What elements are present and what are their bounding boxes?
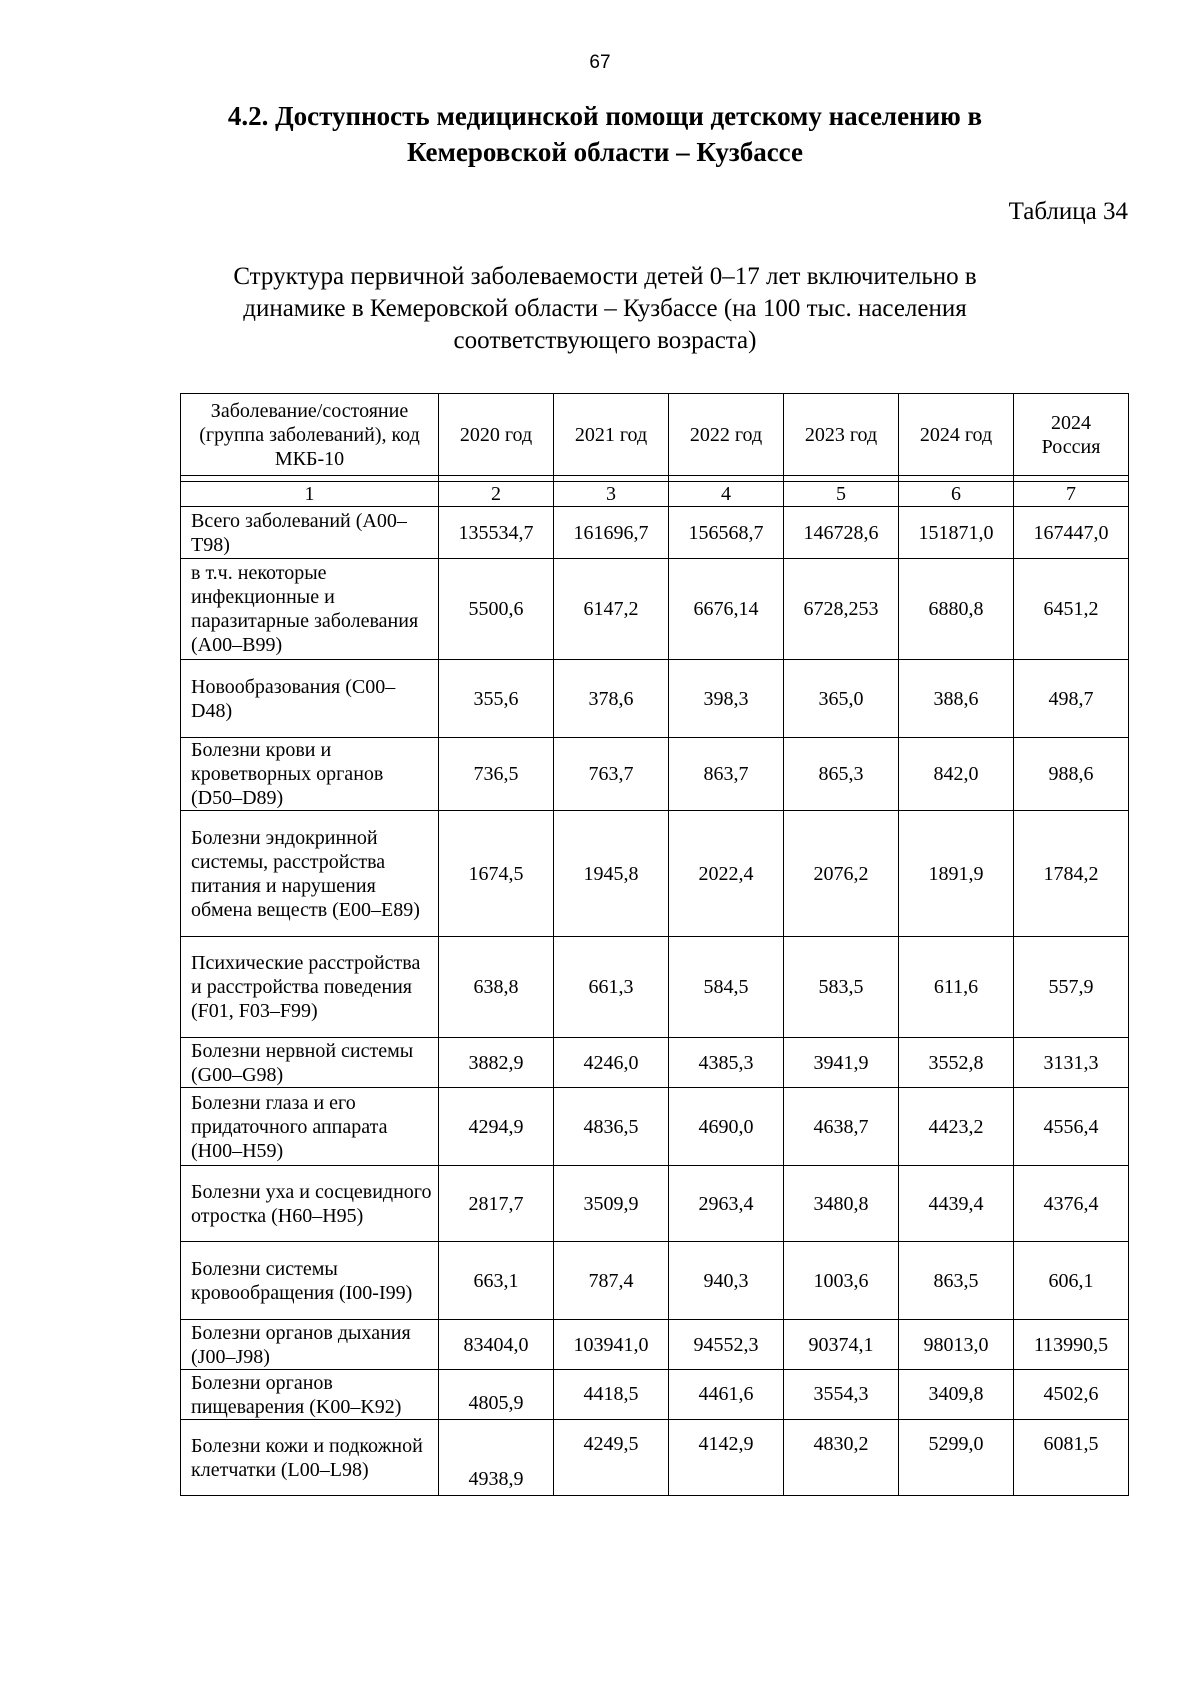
- value-cell: 606,1: [1014, 1242, 1129, 1320]
- value-cell: 611,6: [899, 937, 1014, 1038]
- disease-name-cell: Всего заболеваний (A00–T98): [181, 507, 439, 559]
- value-cell: 3941,9: [784, 1038, 899, 1088]
- value-cell: 4556,4: [1014, 1088, 1129, 1166]
- disease-name-cell: Болезни кожи и подкожной клетчатки (L00–L98): [181, 1420, 439, 1496]
- value-cell: 584,5: [669, 937, 784, 1038]
- value-cell: 355,6: [439, 660, 554, 738]
- value-cell: 378,6: [554, 660, 669, 738]
- value-cell: 4385,3: [669, 1038, 784, 1088]
- column-number-cell: 2: [439, 482, 554, 507]
- value-cell: 6728,253: [784, 559, 899, 660]
- column-number-cell: 7: [1014, 482, 1129, 507]
- value-cell: 4376,4: [1014, 1166, 1129, 1242]
- value-cell: 863,7: [669, 738, 784, 811]
- value-cell: 787,4: [554, 1242, 669, 1320]
- section-title: [180, 98, 1030, 170]
- table-row: [181, 1166, 1129, 1242]
- value-cell: 6147,2: [554, 559, 669, 660]
- table-row: [181, 660, 1129, 738]
- value-cell: 83404,0: [439, 1320, 554, 1370]
- value-cell: 398,3: [669, 660, 784, 738]
- header-cell: 2021 год: [554, 394, 669, 476]
- value-cell: 365,0: [784, 660, 899, 738]
- value-cell: 863,5: [899, 1242, 1014, 1320]
- disease-name-cell: Болезни системы кровообращения (I00-I99): [181, 1242, 439, 1320]
- column-number-cell: 5: [784, 482, 899, 507]
- value-cell: 661,3: [554, 937, 669, 1038]
- value-cell: 4142,9: [669, 1420, 784, 1496]
- table-row: [181, 1320, 1129, 1370]
- table-number: Таблица 34: [1008, 198, 1128, 225]
- section-title-line: Кемеровской области – Кузбассе: [407, 137, 803, 167]
- value-cell: 1784,2: [1014, 811, 1129, 937]
- value-cell: 4423,2: [899, 1088, 1014, 1166]
- column-number-cell: 1: [181, 482, 439, 507]
- column-number-row: [181, 482, 1129, 507]
- value-cell: 4805,9: [439, 1370, 554, 1420]
- value-cell: 3882,9: [439, 1038, 554, 1088]
- value-cell: 1674,5: [439, 811, 554, 937]
- value-cell: 2022,4: [669, 811, 784, 937]
- table-row: [181, 1088, 1129, 1166]
- value-cell: 135534,7: [439, 507, 554, 559]
- value-cell: 98013,0: [899, 1320, 1014, 1370]
- value-cell: 4294,9: [439, 1088, 554, 1166]
- value-cell: 4938,9: [439, 1420, 554, 1496]
- disease-name-cell: в т.ч. некоторые инфекционные и паразитарные заболевания (A00–B99): [181, 559, 439, 660]
- value-cell: 146728,6: [784, 507, 899, 559]
- value-cell: 498,7: [1014, 660, 1129, 738]
- value-cell: 4690,0: [669, 1088, 784, 1166]
- value-cell: 5299,0: [899, 1420, 1014, 1496]
- value-cell: 388,6: [899, 660, 1014, 738]
- page-number: 67: [589, 52, 611, 73]
- value-cell: 4836,5: [554, 1088, 669, 1166]
- value-cell: 3409,8: [899, 1370, 1014, 1420]
- table-row: [181, 559, 1129, 660]
- table-row: [181, 1038, 1129, 1088]
- value-cell: 940,3: [669, 1242, 784, 1320]
- header-cell: 2020 год: [439, 394, 554, 476]
- caption-line: соответствующего возраста): [453, 327, 757, 354]
- value-cell: 103941,0: [554, 1320, 669, 1370]
- table-row: [181, 937, 1129, 1038]
- value-cell: 865,3: [784, 738, 899, 811]
- value-cell: 763,7: [554, 738, 669, 811]
- header-cell: 2024 Россия: [1014, 394, 1129, 476]
- value-cell: 1891,9: [899, 811, 1014, 937]
- value-cell: 6451,2: [1014, 559, 1129, 660]
- disease-name-cell: Болезни глаза и его придаточного аппарата (H00–H59): [181, 1088, 439, 1166]
- value-cell: 4439,4: [899, 1166, 1014, 1242]
- table-row: [181, 1242, 1129, 1320]
- value-cell: 5500,6: [439, 559, 554, 660]
- value-cell: 842,0: [899, 738, 1014, 811]
- value-cell: 4461,6: [669, 1370, 784, 1420]
- value-cell: 156568,7: [669, 507, 784, 559]
- value-cell: 4502,6: [1014, 1370, 1129, 1420]
- value-cell: 161696,7: [554, 507, 669, 559]
- value-cell: 736,5: [439, 738, 554, 811]
- value-cell: 4418,5: [554, 1370, 669, 1420]
- morbidity-table: [180, 393, 1129, 1496]
- value-cell: 663,1: [439, 1242, 554, 1320]
- header-row: [181, 394, 1129, 476]
- value-cell: 2817,7: [439, 1166, 554, 1242]
- value-cell: 2963,4: [669, 1166, 784, 1242]
- caption-line: динамике в Кемеровской области – Кузбассе (на 100 тыс. населения: [243, 295, 967, 322]
- disease-name-cell: Болезни крови и кроветворных органов (D50–D89): [181, 738, 439, 811]
- value-cell: 90374,1: [784, 1320, 899, 1370]
- value-cell: 3480,8: [784, 1166, 899, 1242]
- table-row: [181, 1420, 1129, 1496]
- table-row: [181, 507, 1129, 559]
- disease-name-cell: Болезни уха и сосцевидного отростка (H60–H95): [181, 1166, 439, 1242]
- header-cell: 2023 год: [784, 394, 899, 476]
- value-cell: 6081,5: [1014, 1420, 1129, 1496]
- value-cell: 4249,5: [554, 1420, 669, 1496]
- header-cell: 2022 год: [669, 394, 784, 476]
- table-caption: [170, 261, 1040, 357]
- header-cell: 2024 год: [899, 394, 1014, 476]
- column-number-cell: 6: [899, 482, 1014, 507]
- value-cell: 1003,6: [784, 1242, 899, 1320]
- value-cell: 4246,0: [554, 1038, 669, 1088]
- disease-name-cell: Болезни органов дыхания (J00–J98): [181, 1320, 439, 1370]
- section-title-line: 4.2. Доступность медицинской помощи детскому населению в: [227, 101, 983, 131]
- value-cell: 167447,0: [1014, 507, 1129, 559]
- disease-name-cell: Болезни органов пищеварения (K00–K92): [181, 1370, 439, 1420]
- value-cell: 583,5: [784, 937, 899, 1038]
- column-number-cell: 3: [554, 482, 669, 507]
- column-number-cell: 4: [669, 482, 784, 507]
- table-row: [181, 738, 1129, 811]
- disease-name-cell: Психические расстройства и расстройства поведения (F01, F03–F99): [181, 937, 439, 1038]
- disease-name-cell: Болезни нервной системы (G00–G98): [181, 1038, 439, 1088]
- value-cell: 4638,7: [784, 1088, 899, 1166]
- table-row: [181, 811, 1129, 937]
- caption-line: Структура первичной заболеваемости детей 0–17 лет включительно в: [233, 263, 977, 290]
- value-cell: 94552,3: [669, 1320, 784, 1370]
- value-cell: 988,6: [1014, 738, 1129, 811]
- value-cell: 4830,2: [784, 1420, 899, 1496]
- value-cell: 3131,3: [1014, 1038, 1129, 1088]
- value-cell: 557,9: [1014, 937, 1129, 1038]
- value-cell: 3552,8: [899, 1038, 1014, 1088]
- value-cell: 3509,9: [554, 1166, 669, 1242]
- header-cell: Заболевание/состояние (группа заболеваний), код МКБ-10: [181, 394, 439, 476]
- value-cell: 3554,3: [784, 1370, 899, 1420]
- value-cell: 6676,14: [669, 559, 784, 660]
- value-cell: 638,8: [439, 937, 554, 1038]
- value-cell: 2076,2: [784, 811, 899, 937]
- value-cell: 1945,8: [554, 811, 669, 937]
- disease-name-cell: Болезни эндокринной системы, расстройства питания и нарушения обмена веществ (E00–E89): [181, 811, 439, 937]
- value-cell: 151871,0: [899, 507, 1014, 559]
- value-cell: 113990,5: [1014, 1320, 1129, 1370]
- value-cell: 6880,8: [899, 559, 1014, 660]
- disease-name-cell: Новообразования (C00–D48): [181, 660, 439, 738]
- table-row: [181, 1370, 1129, 1420]
